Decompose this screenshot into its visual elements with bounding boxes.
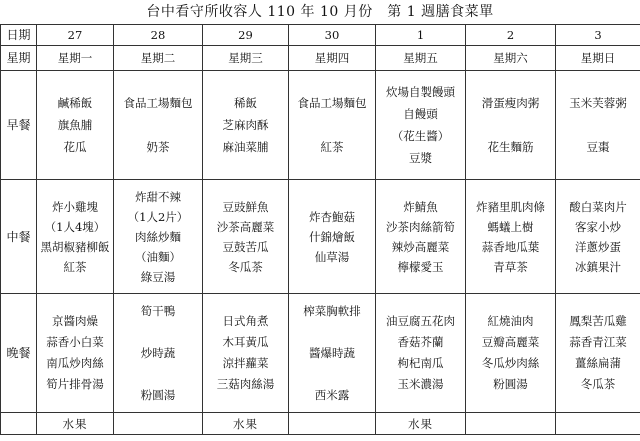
- dish-item: 炸豬里肌肉條: [476, 199, 545, 214]
- lunch-cell: [203, 180, 289, 294]
- lunch-cell: [289, 180, 376, 294]
- dish-item: [466, 114, 555, 136]
- date-row: [1, 25, 640, 46]
- dish-item: 沙茶肉絲箭筍: [386, 219, 455, 234]
- dish-item: 稀飯: [234, 96, 257, 110]
- breakfast-cell: [556, 71, 640, 180]
- lunch-cell: [376, 180, 466, 294]
- fruit-cell: [114, 413, 203, 435]
- dish-item: 酸白菜肉片: [569, 199, 627, 214]
- date-cell: 1: [376, 25, 466, 46]
- dish-item: 榨菜胸軟排: [303, 303, 361, 318]
- dish-item: 南瓜炒肉絲: [46, 356, 104, 370]
- dish-item: 仙草湯: [314, 249, 350, 264]
- dinner-cell: [376, 294, 466, 413]
- weekly-menu-table: [0, 24, 640, 435]
- dish-item: 黑胡椒豬柳飯: [40, 239, 110, 254]
- dish-item: [289, 322, 375, 343]
- dish-item: 什錦燴飯: [309, 229, 355, 244]
- date-label: 日期: [1, 25, 37, 46]
- date-cell: 27: [37, 25, 114, 46]
- dish-item: 豆棗: [586, 140, 610, 154]
- dish-item: 鹹稀飯: [57, 96, 93, 110]
- dish-item: 豆鼓苦瓜: [222, 239, 269, 254]
- dish-item: （1人4塊）: [44, 219, 106, 234]
- date-cell: 28: [114, 25, 203, 46]
- dish-item: 炊場自製饅頭: [386, 85, 455, 99]
- weekday-row: [1, 46, 640, 71]
- lunch-cell: [556, 180, 640, 294]
- dish-item: 肉絲炒麵: [135, 229, 181, 244]
- date-cell: 2: [466, 25, 556, 46]
- breakfast-cell: [37, 71, 114, 180]
- dish-item: 西米露: [314, 387, 350, 402]
- fruit-cell: [466, 413, 556, 435]
- weekday-cell: 星期二: [114, 46, 203, 71]
- breakfast-cell: [114, 71, 203, 180]
- dish-item: [114, 322, 202, 343]
- dish-item: 香菇芥蘭: [397, 335, 444, 349]
- dish-item: 麻油菜脯: [222, 140, 269, 154]
- dish-item: 沙茶高麗菜: [216, 219, 275, 234]
- date-cell: 29: [203, 25, 289, 46]
- weekday-cell: 星期五: [376, 46, 466, 71]
- dish-item: 自饅頭: [403, 107, 438, 121]
- dish-item: 粉圓湯: [493, 377, 528, 391]
- dish-item: 奶茶: [146, 140, 170, 154]
- dinner-cell: [466, 294, 556, 413]
- dish-item: 客家小炒: [575, 219, 621, 234]
- dish-item: [114, 114, 202, 136]
- dish-item: 豆瓣高麗菜: [481, 335, 540, 349]
- dish-item: 冰鎮果汁: [575, 259, 621, 274]
- fruit-cell: 水果: [203, 413, 289, 435]
- dinner-cell: [556, 294, 640, 413]
- dish-item: 粉圓湯: [140, 387, 176, 402]
- dinner-cell: [114, 294, 203, 413]
- weekday-cell: 星期六: [466, 46, 556, 71]
- date-cell: 30: [289, 25, 376, 46]
- dinner-cell: [37, 294, 114, 413]
- dinner-cell: [289, 294, 376, 413]
- dish-item: （油麵）: [135, 249, 181, 264]
- dinner-cell: [203, 294, 289, 413]
- dish-item: 滑蛋瘦肉粥: [481, 96, 540, 110]
- dish-item: 筍片排骨湯: [46, 377, 104, 391]
- fruit-cell: [289, 413, 376, 435]
- dish-item: 紅茶: [63, 259, 87, 274]
- dish-item: 檸檬愛玉: [397, 259, 444, 274]
- dish-item: 日式角煮: [222, 314, 269, 328]
- dish-item: 醬爆時蔬: [309, 345, 355, 360]
- dish-item: 蒜香地瓜葉: [481, 239, 540, 254]
- dish-item: 紅茶: [320, 140, 344, 154]
- dish-item: 花瓜: [63, 140, 87, 154]
- dish-item: 炸甜不辣: [135, 189, 181, 204]
- dish-item: 油豆腐五花肉: [386, 314, 455, 328]
- weekday-cell: 星期日: [556, 46, 640, 71]
- dish-item: 豆漿: [409, 151, 432, 165]
- dish-item: [556, 114, 640, 136]
- dish-item: 花生麵筋: [487, 140, 534, 154]
- dish-item: 旗魚脯: [57, 118, 93, 132]
- breakfast-cell: [289, 71, 376, 180]
- dish-item: 玉米芙蓉粥: [569, 96, 627, 110]
- dish-item: 蒜香小白菜: [46, 335, 104, 349]
- dish-item: 芝麻肉酥: [222, 118, 269, 132]
- dish-item: 三菇肉絲湯: [216, 377, 275, 391]
- dinner-row: [1, 294, 640, 413]
- fruit-cell: 水果: [376, 413, 466, 435]
- breakfast-label: 早餐: [1, 71, 37, 180]
- fruit-cell: [556, 413, 640, 435]
- dish-item: 薑絲扁蒲: [575, 356, 621, 370]
- dish-item: 冬瓜茶: [228, 259, 263, 274]
- lunch-row: [1, 180, 640, 294]
- dish-item: 筍干鴨: [140, 303, 176, 318]
- dish-item: [289, 114, 375, 136]
- weekday-cell: 星期四: [289, 46, 376, 71]
- dish-item: 蒜香青江菜: [569, 335, 627, 349]
- fruit-label: [1, 413, 37, 435]
- fruit-row: [1, 413, 640, 435]
- lunch-cell: [114, 180, 203, 294]
- dish-item: 玉米濃湯: [397, 377, 444, 391]
- dish-item: 辣炒高麗菜: [391, 239, 450, 254]
- dish-item: 豆豉鮮魚: [222, 199, 269, 214]
- dish-item: 炸小雞塊: [52, 199, 98, 214]
- dish-item: 炸鯖魚: [403, 199, 438, 214]
- dish-item: 食品工場麵包: [123, 96, 193, 110]
- dish-item: 炒時蔬: [140, 345, 176, 360]
- dish-item: 涼拌蘿菜: [222, 356, 269, 370]
- dish-item: 螞蟻上樹: [487, 219, 534, 234]
- breakfast-cell: [466, 71, 556, 180]
- dish-item: 紅燒油肉: [487, 314, 534, 328]
- dish-item: 青草茶: [493, 259, 528, 274]
- dish-item: [289, 364, 375, 385]
- weekday-cell: 星期一: [37, 46, 114, 71]
- dish-item: 枸杞南瓜: [397, 356, 444, 370]
- lunch-cell: [37, 180, 114, 294]
- lunch-cell: [466, 180, 556, 294]
- dish-item: 綠豆湯: [140, 269, 176, 284]
- dish-item: 炸杏鮑菇: [309, 209, 355, 224]
- dish-item: 冬瓜茶: [580, 377, 616, 391]
- dinner-label: 晚餐: [1, 294, 37, 413]
- weekday-label: 星期: [1, 46, 37, 71]
- dish-item: 食品工場麵包: [297, 96, 367, 110]
- breakfast-row: [1, 71, 640, 180]
- dish-item: （1人2片）: [127, 209, 189, 224]
- dish-item: 洋蔥炒蛋: [575, 239, 621, 254]
- fruit-cell: 水果: [37, 413, 114, 435]
- date-cell: 3: [556, 25, 640, 46]
- dish-item: 鳳梨苦瓜雞: [569, 314, 627, 328]
- dish-item: 京醬肉燥: [52, 314, 98, 328]
- lunch-label: 中餐: [1, 180, 37, 294]
- dish-item: [114, 364, 202, 385]
- dish-item: 木耳黃瓜: [222, 335, 269, 349]
- weekday-cell: 星期三: [203, 46, 289, 71]
- dish-item: 冬瓜炒肉絲: [481, 356, 540, 370]
- breakfast-cell: [203, 71, 289, 180]
- breakfast-cell: [376, 71, 466, 180]
- dish-item: （花生醬）: [391, 129, 450, 143]
- menu-title: 台中看守所收容人 110 年 10 月份 第 1 週膳食菜單: [146, 4, 494, 20]
